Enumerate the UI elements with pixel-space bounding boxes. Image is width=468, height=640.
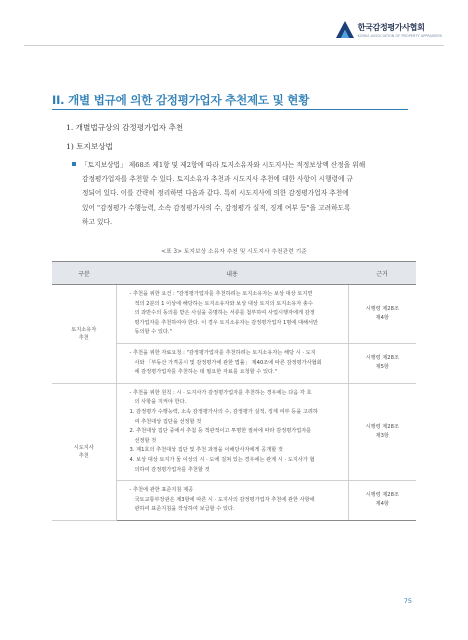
content-cell: - 추천에 관한 표준지침 제공 국토교통부장관은 제3항에 따른 시 · 도지사의 감정평가업자 추천에 관한 사항에 관하여 표준지침을 작성하여 보급할 수 있다. xyxy=(116,481,348,521)
logo-name: 한국감정평가사협회 xyxy=(357,23,425,32)
table-header-row xyxy=(52,262,416,285)
type-landowner: 토지소유자 추천 xyxy=(52,285,116,384)
square-bullet-icon xyxy=(72,162,76,166)
page-header xyxy=(0,0,468,46)
section-rule xyxy=(52,109,408,110)
paragraph-line: 「토지보상법」 제68조 제1항 및 제2항에 따라 토지소유자와 시도지사는 적정보상액 산정을 위해 xyxy=(72,158,416,172)
basis-cell: 시행령 제28조 제5항 xyxy=(348,343,416,383)
paragraph-line: 있어 "감정평가 수행능력, 소속 감정평가사의 수, 감정평가 실적, 징계 여부 등"을 고려하도록 xyxy=(82,203,351,212)
item-heading: 1) 토지보상법 xyxy=(66,142,113,151)
table-row xyxy=(52,285,416,344)
logo-subtitle: KOREA ASSOCIATION OF PROPERTY APPRAISERS xyxy=(357,34,442,38)
header-content: 내용 xyxy=(116,262,348,285)
type-governor: 시도지사 추천 xyxy=(52,383,116,520)
intro-paragraph xyxy=(72,158,416,229)
paragraph-line: 감정평가업자를 추천할 수 있다. 토지소유자 추천과 시도지사 추천에 대한 사항이 시행령에 규 xyxy=(82,175,353,184)
paragraph-line: 정되어 있다. 이를 간략히 정리하면 다음과 같다. 특히 시도지사에 의한 감정평가업자 추천에 xyxy=(82,189,349,198)
sub-heading: 1. 개별법규상의 감정평가업자 추천 xyxy=(66,123,184,132)
header-divider xyxy=(24,45,444,46)
recommendation-criteria-table xyxy=(52,261,416,521)
association-logo xyxy=(335,20,442,40)
section-heading: II. 개별 법규에 의한 감정평가업자 추천제도 및 현황 xyxy=(52,93,310,107)
basis-cell: 시행령 제28조 제4항 xyxy=(348,285,416,344)
header-basis: 근거 xyxy=(348,262,416,285)
content-cell: - 추천을 위한 자료요청 : "감정평가업자를 추천하려는 토지소유자는 해당 시 · 도지 사와 「부동산 가격공시 및 감정평가에 관한 법률」 제40조에 따른 감정평가사협회 에 감정평가업자를 추천하는 데 필요한 자료를 요청할 수 있다." xyxy=(116,343,348,383)
association-logo-icon xyxy=(335,20,355,40)
basis-cell: 시행령 제28조 제4항 xyxy=(348,481,416,521)
content-cell: - 추천을 위한 원칙 : 시 · 도지사가 감정평가업자를 추천하는 경우에는 다음 각 호 의 사항을 지켜야 한다. 1. 감정평가 수행능력, 소속 감정평가사의 수, 감정평가 실적, 징계 여부 등을 고려하 여 추천대상 집단을 선정할 것 2. 추천대상 집단 중에서 추첨 등 객관적이고 투명한 절차에 따라 감정평가업자를 선정할 것 3. 제1호의 추천대상 집단 및 추천 과정을 이해당사자에게 공개할 것 4. 보상 대상 토지가 둘 이상의 시 · 도에 걸쳐 있는 경우에는 관계 시 · 도지사가 협 의하여 감정평가업자를 추천할 것 xyxy=(116,383,348,480)
header-type: 구분 xyxy=(52,262,116,285)
table-row xyxy=(52,383,416,480)
table-caption: <표 3> 토지보상 소유자 추천 및 시도지사 추천관련 기준 xyxy=(161,249,307,255)
basis-cell: 시행령 제28조 제3항 xyxy=(348,383,416,480)
page-number: 75 xyxy=(403,597,412,605)
content-cell: - 추천을 위한 요건 : "감정평가업자를 추천하려는 토지소유자는 보상 대상 토지면 적의 2분의 1 이상에 해당하는 토지소유자와 보상 대상 토지의 토지소유자 총수 의 과반수의 동의를 받은 사실을 증명하는 서류를 첨부하여 사업시행자에게 감정 평가업자를 추천하여야 한다. 이 경우 토지소유자는 감정평가업자 1명에 대해서만 동의할 수 있다." xyxy=(116,285,348,344)
paragraph-line: 하고 있다. xyxy=(82,217,113,226)
